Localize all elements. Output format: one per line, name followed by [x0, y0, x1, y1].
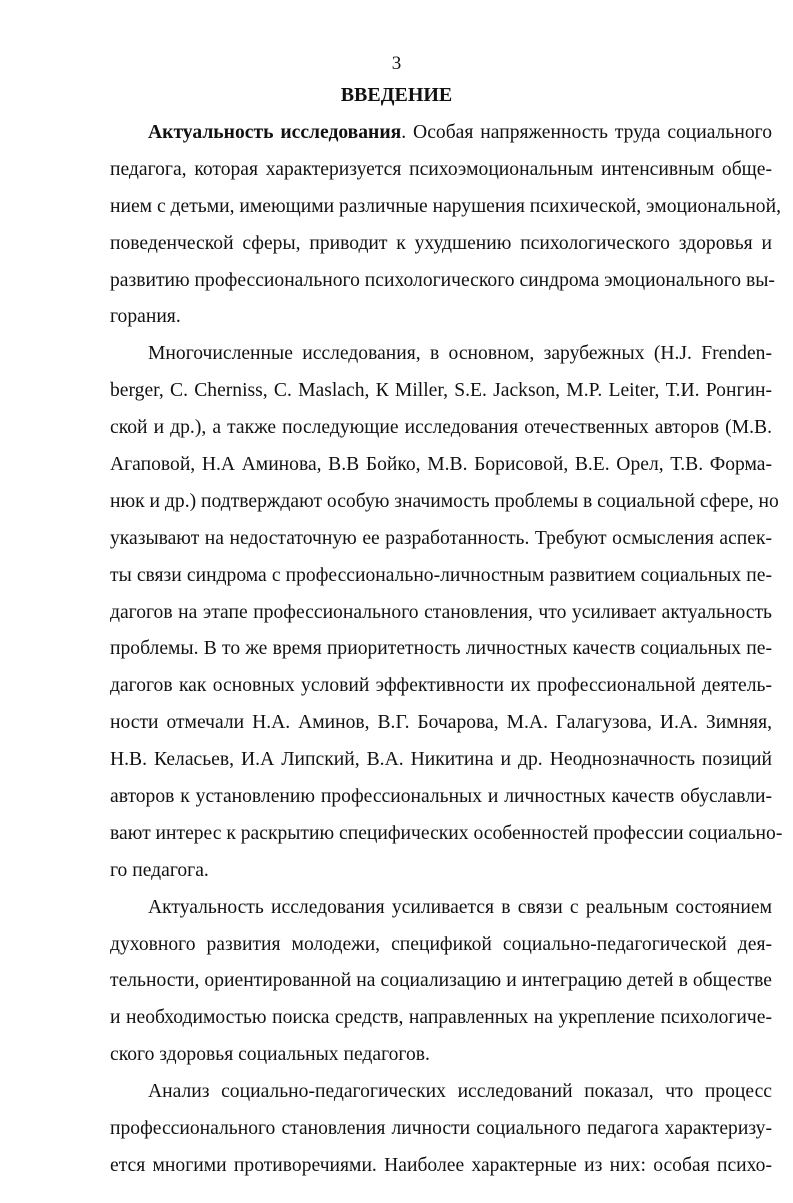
- text-line: Многочисленные исследования, в основном, зарубежных (H.J. Frenden-: [148, 343, 772, 365]
- paragraph: [110, 336, 783, 889]
- text-line: тельности, ориентированной на социализацию и интеграцию детей в обществе: [110, 970, 772, 992]
- text-line: дагогов как основных условий эффективности их профессиональной деятель-: [110, 675, 772, 697]
- text-line: вают интерес к раскрытию специфических особенностей профессии социально-: [110, 822, 783, 844]
- document-body: [110, 115, 783, 1185]
- text-line: поведенческой сферы, приводит к ухудшению психологического здоровья и: [110, 232, 772, 254]
- page-number: 3: [391, 53, 402, 74]
- text-line: Актуальность исследования усиливается в связи с реальным состоянием: [148, 896, 772, 918]
- text-line: Анализ социально-педагогических исследований показал, что процесс: [148, 1081, 772, 1103]
- text-line: духовного развития молодежи, спецификой социально-педагогической дея-: [110, 933, 772, 955]
- text-line: ется многими противоречиями. Наиболее характерные из них: особая психо-: [110, 1154, 772, 1176]
- text-line: ты связи синдрома с профессионально-личностным развитием социальных пе-: [110, 564, 772, 586]
- text-line: и необходимостью поиска средств, направленных на укрепление психологиче-: [110, 1007, 772, 1029]
- text-line: нием с детьми, имеющими различные нарушения психической, эмоциональной,: [110, 195, 781, 217]
- text-line: нюк и др.) подтверждают особую значимость проблемы в социальной сфере, но: [110, 490, 779, 512]
- text-line: указывают на недостаточную ее разработанность. Требуют осмысления аспек-: [110, 527, 772, 549]
- text-line: развитию профессионального психологического синдрома эмоционального вы-: [110, 269, 775, 291]
- text-line: авторов к установлению профессиональных и личностных качеств обуславли-: [110, 786, 772, 808]
- text-line: дагогов на этапе профессионального становления, что усиливает актуальность: [110, 601, 772, 623]
- paragraph: [110, 1074, 772, 1185]
- section-heading: ВВЕДЕНИЕ: [340, 84, 453, 106]
- text-line: Агаповой, Н.А Аминова, В.В Бойко, М.В. Борисовой, В.Е. Орел, Т.В. Форма-: [110, 454, 772, 476]
- text-line: [110, 115, 772, 152]
- text-line: ской и др.), а также последующие исследования отечественных авторов (М.В.: [110, 417, 772, 439]
- text-line: педагога, которая характеризуется психоэмоциональным интенсивным обще-: [110, 158, 772, 180]
- text-line: ского здоровья социальных педагогов.: [110, 1044, 430, 1066]
- line-text: . Особая напряженность труда социального: [401, 122, 772, 143]
- paragraph: [110, 890, 772, 1074]
- text-line: профессионального становления личности социального педагога характеризу-: [110, 1118, 772, 1140]
- text-line: проблемы. В то же время приоритетность личностных качеств социальных пе-: [110, 638, 772, 660]
- paragraph: [110, 115, 781, 336]
- text-line: ности отмечали Н.А. Аминов, В.Г. Бочарова, М.А. Галагузова, И.А. Зимняя,: [110, 712, 772, 734]
- text-line: горания.: [110, 306, 181, 328]
- text-line: го педагога.: [110, 859, 209, 881]
- text-line: berger, C. Cherniss, C. Maslach, К Miller, S.E. Jackson, M.P. Leiter, Т.И. Ронгин-: [110, 380, 772, 402]
- bold-lead: Актуальность исследования: [148, 122, 402, 143]
- text-line: Н.В. Келасьев, И.А Липский, В.А. Никитина и др. Неоднозначность позиций: [110, 749, 772, 771]
